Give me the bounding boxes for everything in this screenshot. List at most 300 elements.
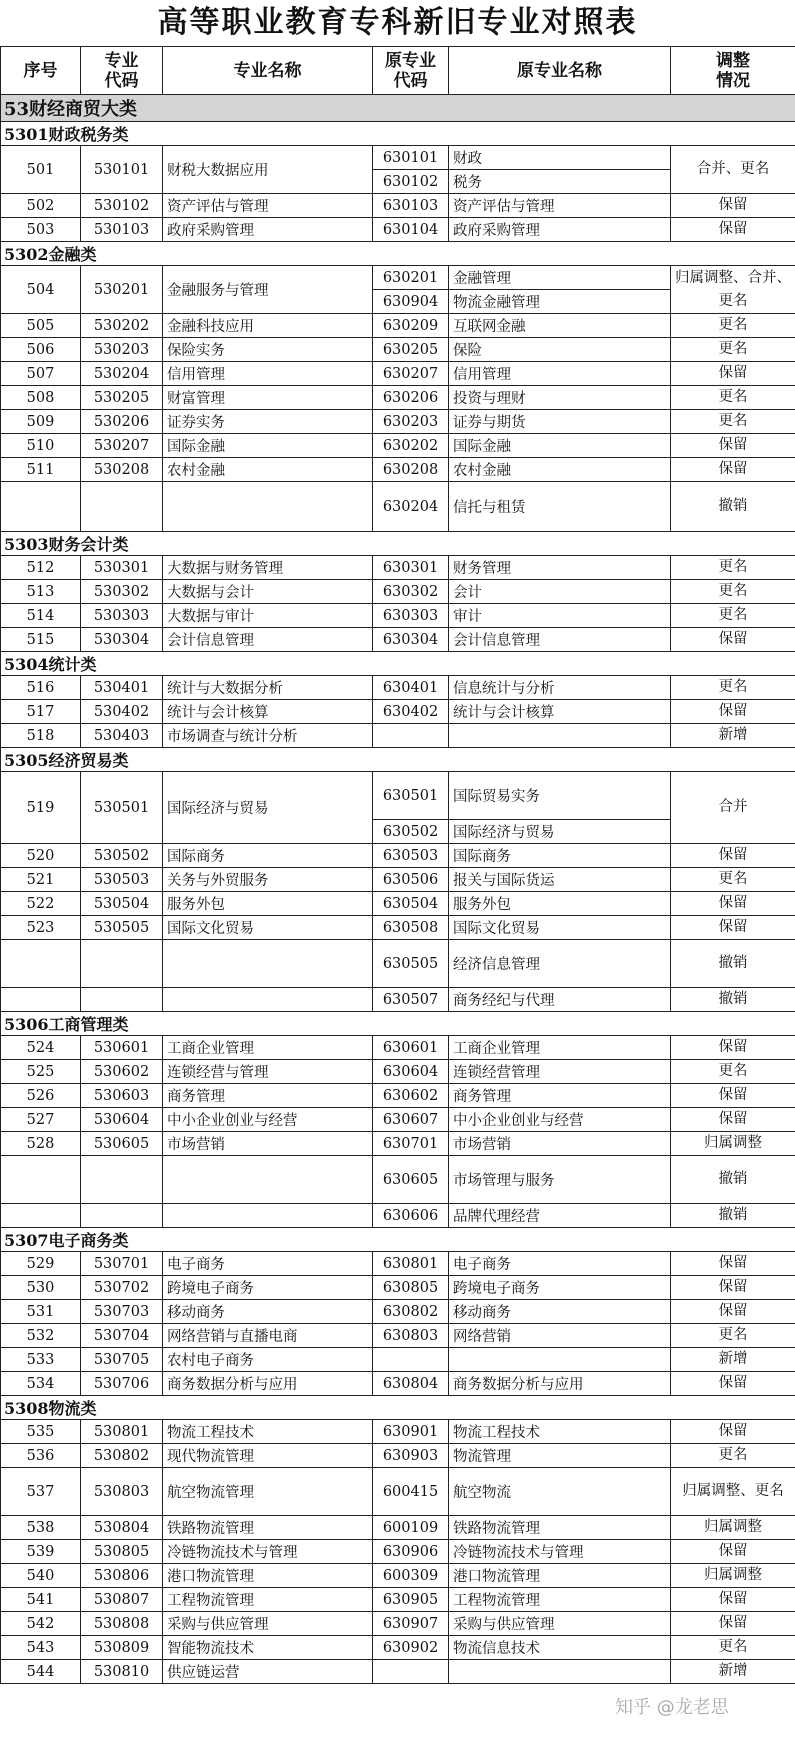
- category-label: 5306工商管理类: [1, 1012, 795, 1036]
- name-cell: 金融科技应用: [163, 314, 373, 338]
- adjust-cell: 保留: [671, 1300, 795, 1324]
- orig-code-cell: 630206: [373, 386, 449, 410]
- table-row: [1, 146, 795, 170]
- name-cell: 冷链物流技术与管理: [163, 1540, 373, 1564]
- code-cell: 530304: [81, 628, 163, 652]
- header-adjust-line2: 情况: [716, 70, 750, 91]
- code-cell: 530807: [81, 1588, 163, 1612]
- table-row: [1, 482, 795, 532]
- orig-name-cell: 国际商务: [449, 844, 671, 868]
- seq-cell: 522: [1, 892, 81, 916]
- orig-code-cell: 630903: [373, 1444, 449, 1468]
- orig-code-cell: 630301: [373, 556, 449, 580]
- orig-name-cell: 投资与理财: [449, 386, 671, 410]
- table-row: [1, 556, 795, 580]
- subcategory-row: [1, 1012, 795, 1036]
- seq-cell: 505: [1, 314, 81, 338]
- table-body: [1, 95, 795, 1684]
- adjust-cell: 归属调整: [671, 1132, 795, 1156]
- subcategory-row: [1, 242, 795, 266]
- orig-name-cell: 物流信息技术: [449, 1636, 671, 1660]
- name-cell: 保险实务: [163, 338, 373, 362]
- name-cell: 关务与外贸服务: [163, 868, 373, 892]
- orig-code-cell: 600415: [373, 1468, 449, 1516]
- name-cell: 财富管理: [163, 386, 373, 410]
- orig-name-cell: [449, 724, 671, 748]
- seq-cell: 529: [1, 1252, 81, 1276]
- orig-code-cell: 630506: [373, 868, 449, 892]
- code-cell: 530203: [81, 338, 163, 362]
- name-cell: 移动商务: [163, 1300, 373, 1324]
- orig-code-cell: 630502: [373, 820, 449, 844]
- seq-cell: 518: [1, 724, 81, 748]
- table-header: [1, 47, 795, 95]
- orig-name-cell: [449, 1660, 671, 1684]
- category-label: 53财经商贸大类: [1, 95, 795, 122]
- code-cell: 530502: [81, 844, 163, 868]
- orig-code-cell: 630501: [373, 772, 449, 820]
- name-cell: 统计与大数据分析: [163, 676, 373, 700]
- code-cell: 530602: [81, 1060, 163, 1084]
- orig-name-cell: 采购与供应管理: [449, 1612, 671, 1636]
- seq-cell: 517: [1, 700, 81, 724]
- orig-code-cell: 630701: [373, 1132, 449, 1156]
- adjust-cell: 合并: [671, 772, 795, 844]
- code-cell: 530403: [81, 724, 163, 748]
- table-row: [1, 1444, 795, 1468]
- code-cell: 530402: [81, 700, 163, 724]
- table-row: [1, 676, 795, 700]
- seq-cell: [1, 988, 81, 1012]
- orig-code-cell: 600109: [373, 1516, 449, 1540]
- seq-cell: 525: [1, 1060, 81, 1084]
- code-cell: 530804: [81, 1516, 163, 1540]
- orig-code-cell: 630209: [373, 314, 449, 338]
- orig-name-cell: 信息统计与分析: [449, 676, 671, 700]
- seq-cell: 528: [1, 1132, 81, 1156]
- orig-name-cell: 连锁经营管理: [449, 1060, 671, 1084]
- seq-cell: 506: [1, 338, 81, 362]
- table-row: [1, 338, 795, 362]
- orig-code-cell: 630602: [373, 1084, 449, 1108]
- orig-name-cell: 税务: [449, 170, 671, 194]
- adjust-cell: 保留: [671, 1588, 795, 1612]
- code-cell: 530102: [81, 194, 163, 218]
- orig-name-cell: 品牌代理经营: [449, 1204, 671, 1228]
- code-cell: 530702: [81, 1276, 163, 1300]
- seq-cell: 542: [1, 1612, 81, 1636]
- code-cell: [81, 988, 163, 1012]
- adjust-cell: 新增: [671, 724, 795, 748]
- header-seq: 序号: [1, 47, 81, 95]
- table-row: [1, 218, 795, 242]
- name-cell: 商务数据分析与应用: [163, 1372, 373, 1396]
- name-cell: 采购与供应管理: [163, 1612, 373, 1636]
- orig-name-cell: 网络营销: [449, 1324, 671, 1348]
- code-cell: 530705: [81, 1348, 163, 1372]
- table-row: [1, 940, 795, 988]
- orig-code-cell: 630606: [373, 1204, 449, 1228]
- adjust-cell: 保留: [671, 458, 795, 482]
- orig-name-cell: 电子商务: [449, 1252, 671, 1276]
- header-adjust: [671, 47, 795, 95]
- seq-cell: 533: [1, 1348, 81, 1372]
- table-row: [1, 772, 795, 820]
- orig-name-cell: 国际经济与贸易: [449, 820, 671, 844]
- orig-code-cell: 630201: [373, 266, 449, 290]
- seq-cell: 527: [1, 1108, 81, 1132]
- adjust-cell: 更名: [671, 556, 795, 580]
- table-row: [1, 362, 795, 386]
- code-cell: 530204: [81, 362, 163, 386]
- code-cell: 530101: [81, 146, 163, 194]
- code-cell: 530603: [81, 1084, 163, 1108]
- orig-name-cell: 国际金融: [449, 434, 671, 458]
- table-row: [1, 1036, 795, 1060]
- table-row: [1, 1588, 795, 1612]
- subcategory-row: [1, 1228, 795, 1252]
- seq-cell: 532: [1, 1324, 81, 1348]
- code-cell: 530201: [81, 266, 163, 314]
- seq-cell: 509: [1, 410, 81, 434]
- adjust-cell: 撤销: [671, 940, 795, 988]
- orig-code-cell: 630803: [373, 1324, 449, 1348]
- table-row: [1, 434, 795, 458]
- orig-name-cell: 经济信息管理: [449, 940, 671, 988]
- seq-cell: 535: [1, 1420, 81, 1444]
- adjust-cell: 更名: [671, 580, 795, 604]
- adjust-cell: 新增: [671, 1348, 795, 1372]
- orig-name-cell: 商务经纪与代理: [449, 988, 671, 1012]
- name-cell: 服务外包: [163, 892, 373, 916]
- code-cell: 530202: [81, 314, 163, 338]
- orig-code-cell: 630503: [373, 844, 449, 868]
- code-cell: 530205: [81, 386, 163, 410]
- orig-code-cell: 600309: [373, 1564, 449, 1588]
- orig-name-cell: 跨境电子商务: [449, 1276, 671, 1300]
- orig-code-cell: 630504: [373, 892, 449, 916]
- table-row: [1, 604, 795, 628]
- code-cell: 530806: [81, 1564, 163, 1588]
- orig-code-cell: 630102: [373, 170, 449, 194]
- seq-cell: 508: [1, 386, 81, 410]
- header-adjust-line1: 调整: [716, 50, 750, 71]
- name-cell: 工商企业管理: [163, 1036, 373, 1060]
- name-cell: 物流工程技术: [163, 1420, 373, 1444]
- orig-name-cell: 证券与期货: [449, 410, 671, 434]
- orig-code-cell: 630802: [373, 1300, 449, 1324]
- adjust-cell: 保留: [671, 1276, 795, 1300]
- category-label: 5301财政税务类: [1, 122, 795, 146]
- orig-name-cell: 金融管理: [449, 266, 671, 290]
- adjust-cell: 更名: [671, 868, 795, 892]
- name-cell: 大数据与会计: [163, 580, 373, 604]
- seq-cell: 534: [1, 1372, 81, 1396]
- orig-name-cell: 国际贸易实务: [449, 772, 671, 820]
- orig-name-cell: 冷链物流技术与管理: [449, 1540, 671, 1564]
- orig-code-cell: 630605: [373, 1156, 449, 1204]
- table-row: [1, 988, 795, 1012]
- adjust-cell: 保留: [671, 844, 795, 868]
- orig-code-cell: 630604: [373, 1060, 449, 1084]
- table-row: [1, 1252, 795, 1276]
- header-name: 专业名称: [163, 47, 373, 95]
- code-cell: 530302: [81, 580, 163, 604]
- table-row: [1, 1612, 795, 1636]
- orig-name-cell: 工商企业管理: [449, 1036, 671, 1060]
- adjust-cell: 归属调整: [671, 1516, 795, 1540]
- seq-cell: 544: [1, 1660, 81, 1684]
- table-row: [1, 1372, 795, 1396]
- category-label: 5303财务会计类: [1, 532, 795, 556]
- category-label: 5307电子商务类: [1, 1228, 795, 1252]
- table-row: [1, 844, 795, 868]
- name-cell: [163, 1156, 373, 1204]
- name-cell: 信用管理: [163, 362, 373, 386]
- adjust-cell: 撤销: [671, 1156, 795, 1204]
- orig-code-cell: 630202: [373, 434, 449, 458]
- name-cell: [163, 988, 373, 1012]
- code-cell: 530704: [81, 1324, 163, 1348]
- name-cell: 会计信息管理: [163, 628, 373, 652]
- orig-name-cell: 物流管理: [449, 1444, 671, 1468]
- adjust-cell: 保留: [671, 434, 795, 458]
- name-cell: 农村电子商务: [163, 1348, 373, 1372]
- seq-cell: 502: [1, 194, 81, 218]
- orig-code-cell: 630805: [373, 1276, 449, 1300]
- name-cell: 金融服务与管理: [163, 266, 373, 314]
- header-code: [81, 47, 163, 95]
- code-cell: 530301: [81, 556, 163, 580]
- orig-name-cell: 市场营销: [449, 1132, 671, 1156]
- seq-cell: 538: [1, 1516, 81, 1540]
- header-orig-code: [373, 47, 449, 95]
- code-cell: 530703: [81, 1300, 163, 1324]
- seq-cell: 540: [1, 1564, 81, 1588]
- seq-cell: 513: [1, 580, 81, 604]
- adjust-cell: 保留: [671, 194, 795, 218]
- adjust-cell: 更名: [671, 338, 795, 362]
- name-cell: 统计与会计核算: [163, 700, 373, 724]
- seq-cell: 543: [1, 1636, 81, 1660]
- adjust-cell: 归属调整、合并、更名: [671, 266, 795, 314]
- seq-cell: 501: [1, 146, 81, 194]
- name-cell: 中小企业创业与经营: [163, 1108, 373, 1132]
- orig-code-cell: 630904: [373, 290, 449, 314]
- orig-code-cell: 630208: [373, 458, 449, 482]
- orig-code-cell: 630303: [373, 604, 449, 628]
- name-cell: 供应链运营: [163, 1660, 373, 1684]
- table-row: [1, 628, 795, 652]
- subcategory-row: [1, 652, 795, 676]
- code-cell: 530605: [81, 1132, 163, 1156]
- adjust-cell: 保留: [671, 1612, 795, 1636]
- watermark: 知乎 @龙老思: [615, 1697, 729, 1718]
- code-cell: 530706: [81, 1372, 163, 1396]
- table-row: [1, 410, 795, 434]
- adjust-cell: 保留: [671, 1036, 795, 1060]
- name-cell: 工程物流管理: [163, 1588, 373, 1612]
- code-cell: 530103: [81, 218, 163, 242]
- table-row: [1, 868, 795, 892]
- code-cell: 530810: [81, 1660, 163, 1684]
- adjust-cell: 更名: [671, 604, 795, 628]
- name-cell: [163, 482, 373, 532]
- seq-cell: 536: [1, 1444, 81, 1468]
- table-row: [1, 1132, 795, 1156]
- name-cell: 市场调查与统计分析: [163, 724, 373, 748]
- table-row: [1, 1108, 795, 1132]
- table-row: [1, 1540, 795, 1564]
- code-cell: [81, 940, 163, 988]
- adjust-cell: 保留: [671, 1252, 795, 1276]
- adjust-cell: 保留: [671, 1372, 795, 1396]
- table-row: [1, 916, 795, 940]
- name-cell: 国际金融: [163, 434, 373, 458]
- seq-cell: 510: [1, 434, 81, 458]
- code-cell: [81, 482, 163, 532]
- adjust-cell: 保留: [671, 1540, 795, 1564]
- category-label: 5305经济贸易类: [1, 748, 795, 772]
- orig-name-cell: 互联网金融: [449, 314, 671, 338]
- table-row: [1, 458, 795, 482]
- orig-code-cell: 630401: [373, 676, 449, 700]
- name-cell: 国际商务: [163, 844, 373, 868]
- subcategory-row: [1, 122, 795, 146]
- orig-name-cell: 物流金融管理: [449, 290, 671, 314]
- adjust-cell: 更名: [671, 314, 795, 338]
- orig-name-cell: 铁路物流管理: [449, 1516, 671, 1540]
- seq-cell: 503: [1, 218, 81, 242]
- table-row: [1, 1060, 795, 1084]
- seq-cell: 515: [1, 628, 81, 652]
- adjust-cell: 更名: [671, 1636, 795, 1660]
- code-cell: 530505: [81, 916, 163, 940]
- orig-name-cell: 市场管理与服务: [449, 1156, 671, 1204]
- table-row: [1, 1300, 795, 1324]
- name-cell: 政府采购管理: [163, 218, 373, 242]
- code-cell: 530503: [81, 868, 163, 892]
- name-cell: 财税大数据应用: [163, 146, 373, 194]
- table-row: [1, 266, 795, 290]
- seq-cell: 519: [1, 772, 81, 844]
- subcategory-row: [1, 1396, 795, 1420]
- header-code-line1: 专业: [104, 50, 139, 71]
- orig-name-cell: 物流工程技术: [449, 1420, 671, 1444]
- table-row: [1, 700, 795, 724]
- orig-name-cell: 商务管理: [449, 1084, 671, 1108]
- seq-cell: [1, 1156, 81, 1204]
- orig-name-cell: 政府采购管理: [449, 218, 671, 242]
- name-cell: 跨境电子商务: [163, 1276, 373, 1300]
- orig-code-cell: 630607: [373, 1108, 449, 1132]
- orig-code-cell: 630906: [373, 1540, 449, 1564]
- name-cell: 证券实务: [163, 410, 373, 434]
- orig-code-cell: 630902: [373, 1636, 449, 1660]
- name-cell: 大数据与财务管理: [163, 556, 373, 580]
- code-cell: 530809: [81, 1636, 163, 1660]
- seq-cell: 524: [1, 1036, 81, 1060]
- table-row: [1, 892, 795, 916]
- orig-name-cell: 航空物流: [449, 1468, 671, 1516]
- adjust-cell: 保留: [671, 1108, 795, 1132]
- adjust-cell: 更名: [671, 676, 795, 700]
- orig-name-cell: 港口物流管理: [449, 1564, 671, 1588]
- table-row: [1, 1420, 795, 1444]
- code-cell: 530501: [81, 772, 163, 844]
- table-row: [1, 1636, 795, 1660]
- table-row: [1, 1468, 795, 1516]
- orig-code-cell: 630304: [373, 628, 449, 652]
- orig-code-cell: 630804: [373, 1372, 449, 1396]
- table-row: [1, 194, 795, 218]
- orig-code-cell: 630302: [373, 580, 449, 604]
- orig-code-cell: 630801: [373, 1252, 449, 1276]
- seq-cell: 511: [1, 458, 81, 482]
- name-cell: 国际文化贸易: [163, 916, 373, 940]
- code-cell: 530808: [81, 1612, 163, 1636]
- adjust-cell: 保留: [671, 628, 795, 652]
- seq-cell: 539: [1, 1540, 81, 1564]
- table-row: [1, 1564, 795, 1588]
- orig-name-cell: 报关与国际货运: [449, 868, 671, 892]
- adjust-cell: 更名: [671, 386, 795, 410]
- table-row: [1, 1516, 795, 1540]
- orig-code-cell: 630207: [373, 362, 449, 386]
- seq-cell: 504: [1, 266, 81, 314]
- seq-cell: [1, 940, 81, 988]
- orig-code-cell: 630402: [373, 700, 449, 724]
- seq-cell: 512: [1, 556, 81, 580]
- adjust-cell: 更名: [671, 1060, 795, 1084]
- header-orig-code-line1: 原专业: [385, 50, 436, 71]
- table-row: [1, 314, 795, 338]
- seq-cell: [1, 482, 81, 532]
- adjust-cell: 保留: [671, 218, 795, 242]
- category-label: 5302金融类: [1, 242, 795, 266]
- orig-name-cell: 审计: [449, 604, 671, 628]
- code-cell: 530206: [81, 410, 163, 434]
- orig-name-cell: 国际文化贸易: [449, 916, 671, 940]
- orig-code-cell: 630505: [373, 940, 449, 988]
- orig-code-cell: 630101: [373, 146, 449, 170]
- orig-code-cell: 630203: [373, 410, 449, 434]
- orig-name-cell: 服务外包: [449, 892, 671, 916]
- table-row: [1, 1156, 795, 1204]
- orig-code-cell: 630204: [373, 482, 449, 532]
- orig-name-cell: 信托与租赁: [449, 482, 671, 532]
- seq-cell: 530: [1, 1276, 81, 1300]
- orig-code-cell: [373, 1660, 449, 1684]
- orig-code-cell: 630905: [373, 1588, 449, 1612]
- code-cell: 530802: [81, 1444, 163, 1468]
- table-row: [1, 1276, 795, 1300]
- seq-cell: 520: [1, 844, 81, 868]
- page-title: 高等职业教育专科新旧专业对照表: [157, 5, 638, 40]
- name-cell: 资产评估与管理: [163, 194, 373, 218]
- seq-cell: 537: [1, 1468, 81, 1516]
- adjust-cell: 保留: [671, 362, 795, 386]
- adjust-cell: 归属调整: [671, 1564, 795, 1588]
- header-orig-code-line2: 代码: [393, 70, 428, 91]
- seq-cell: 541: [1, 1588, 81, 1612]
- header-orig-name: 原专业名称: [449, 47, 671, 95]
- orig-name-cell: 财政: [449, 146, 671, 170]
- orig-name-cell: 农村金融: [449, 458, 671, 482]
- adjust-cell: 新增: [671, 1660, 795, 1684]
- table-row: [1, 580, 795, 604]
- name-cell: 市场营销: [163, 1132, 373, 1156]
